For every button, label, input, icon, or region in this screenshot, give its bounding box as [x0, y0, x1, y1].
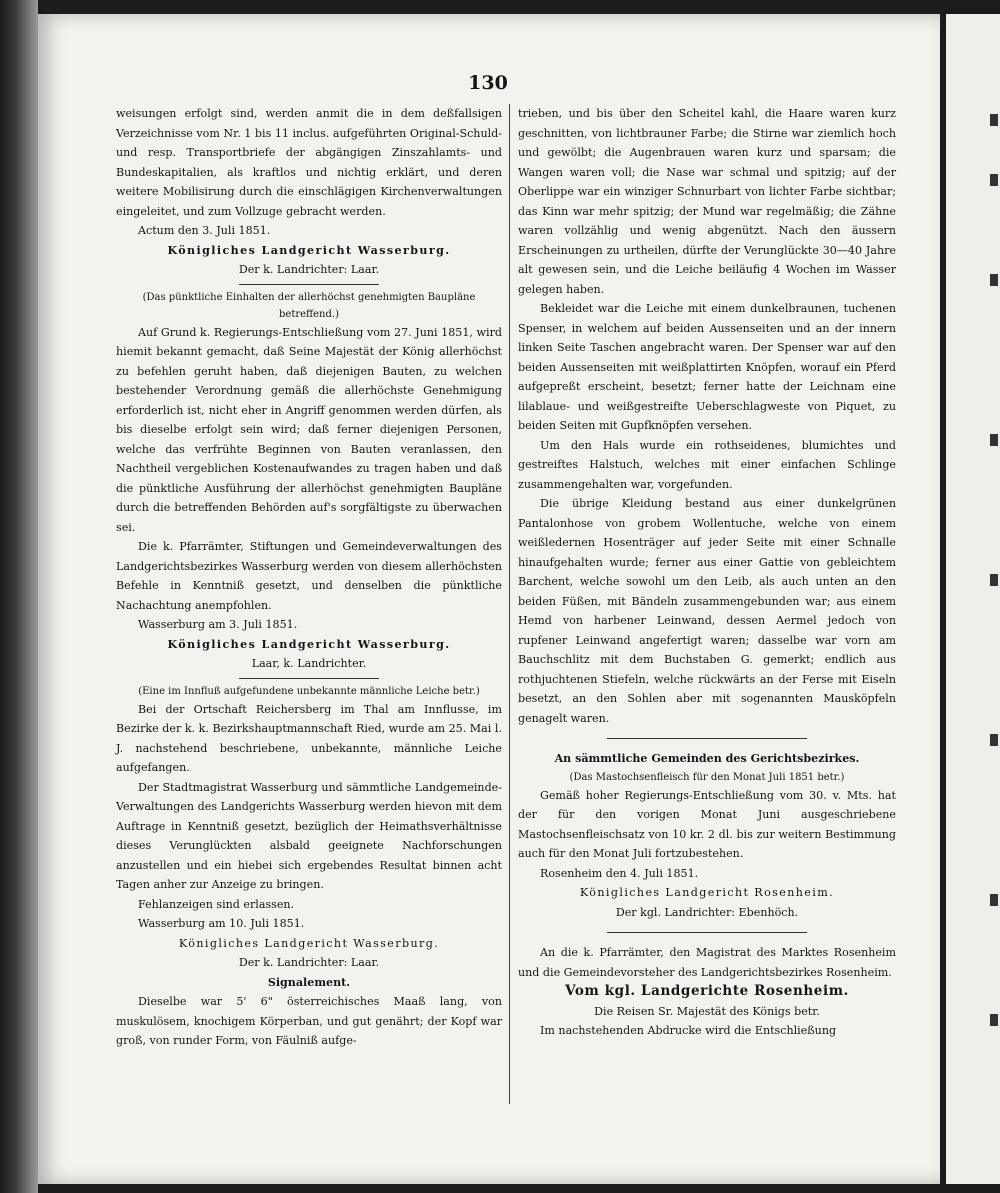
left-section2-paragraph-1: Auf Grund k. Regierungs-Entschließung vom 27. Juni 1851, wird hiemit bekannt gemacht, daß Seine Majestät der König allerhöchst zu befehlen geruht haben, daß diejenigen Bauten, zu welchen bestehender Verordnung gemäß die allerhöchste Genehmigung erforderlich ist, nicht eher in Angriff genommen werden dürfen, als bis dieselbe erfolgt sein wird; daß ferner diejenigen Personen, welche das verfrühte Beginnen von Bauten veranlassen, den Nachtheil vergeblichen Kostenaufwandes zu tragen haben und daß die pünktliche Ausführung der allerhöchst genehmigten Baupläne durch die betreffenden Behörden auf's sorgfältigste zu überwachen sei. [116, 325, 502, 534]
adjacent-page-text-fragment [990, 434, 998, 446]
signalement-paragraph: Dieselbe war 5' 6" österreichisches Maaß lang, von muskulösem, knochigem Körperban, und gut genährt; der Kopf war groß, von runder Form, von Fäulniß aufge- [116, 995, 502, 1047]
adjacent-page-text-fragment [990, 114, 998, 126]
column-divider [509, 104, 510, 1104]
left-section2-judge: Laar, k. Landrichter. [251, 657, 367, 670]
adjacent-page-text-fragment [990, 274, 998, 286]
right-section2-date: Rosenheim den 4. Juli 1851. [540, 866, 699, 880]
right-paragraph-3: Um den Hals wurde ein rothseidenes, blumichtes und gestreiftes Halstuch, welches mit einer einfachen Schlinge zusammengehalten war, vorgefunden. [518, 438, 896, 491]
left-paragraph-1: weisungen erfolgt sind, werden anmit die in dem deßfallsigen Verzeichnisse vom Nr. 1 bis 11 inclus. aufgeführten Original-Schuld- und resp. Transportbriefe der abgängigen Zinszahlamts- und Bundeskapitalien, als kraftlos und nichtig erklärt, und deren weitere Mobilisirung durch die einschlägigen Kirchenverwaltungen eingeleitet, und zum Vollzuge gebracht werden. [116, 107, 502, 218]
left-section3-judge: Der k. Landrichter: Laar. [238, 956, 380, 969]
adjacent-page-text-fragment [990, 1014, 998, 1026]
adjacent-page-edge [946, 14, 1000, 1184]
left-date-1: Actum den 3. Juli 1851. [138, 224, 271, 237]
adjacent-page-text-fragment [990, 174, 998, 186]
left-section2-court: Königliches Landgericht Wasserburg. [167, 637, 451, 651]
right-section2-heading: An sämmtliche Gemeinden des Gerichtsbezirkes. [554, 752, 860, 765]
adjacent-page-text-fragment [990, 894, 998, 906]
section-divider [607, 738, 807, 739]
left-section3-heading: (Eine im Innfluß aufgefundene unbekannte männliche Leiche betr.) [138, 685, 480, 697]
right-section2-paragraph: Gemäß hoher Regierungs-Entschließung vom 30. v. Mts. hat der für den vorigen Monat Juni ausgeschriebene Mastochsenfleischsatz von 10 kr. 2 dl. bis zur weitern Bestimmung auch für den Monat Juli fortzubestehen. [518, 788, 896, 860]
left-judge-1: Der k. Landrichter: Laar. [238, 263, 380, 276]
right-paragraph-1: trieben, und bis über den Scheitel kahl, die Haare waren kurz geschnitten, von lichtbrauner Farbe; die Stirne war ziemlich hoch und gewölbt; die Augenbrauen waren kurz und sparsam; die Wangen waren voll; die Nase war schmal und spitzig; auf der Oberlippe war ein winziger Schnurbart von lichter Farbe sichtbar; das Kinn war mehr spitzig; der Mund war regelmäßig; die Zähne waren vollzählig und wenig abgenützt. Nach den äussern Erscheinungen zu urtheilen, dürfte der Verunglückte 30—40 Jahre alt gewesen sein, und die Leiche beiläufig 4 Wochen im Wasser gelegen haben. [518, 107, 896, 296]
right-section2-court: Königliches Landgericht Rosenheim. [579, 886, 835, 899]
signalement-heading: Signalement. [267, 975, 351, 989]
right-section3-paragraph: Im nachstehenden Abdrucke wird die Entschließung [540, 1024, 837, 1037]
right-section3-title: Vom kgl. Landgerichte Rosenheim. [565, 983, 849, 999]
left-section2-paragraph-2: Die k. Pfarrämter, Stiftungen und Gemeindeverwaltungen des Landgerichtsbezirkes Wasserburg werden von diesem allerhöchsten Befehle in Kenntniß gesetzt, und denselben die pünktliche Nachachtung anempfohlen. [116, 540, 502, 612]
section-divider [239, 678, 379, 679]
right-section2-subheading: (Das Mastochsenfleisch für den Monat Juli 1851 betr.) [569, 771, 845, 783]
adjacent-page-text-fragment [990, 574, 998, 586]
left-section2-date: Wasserburg am 3. Juli 1851. [138, 618, 298, 631]
page-number: 130 [468, 72, 508, 94]
section-divider [239, 284, 379, 285]
right-section3-heading: An die k. Pfarrämter, den Magistrat des Marktes Rosenheim und die Gemeindevorsteher des Landgerichtsbezirkes Rosenheim. [518, 946, 896, 979]
right-column [518, 104, 896, 1041]
right-section3-subject: Die Reisen Sr. Majestät des Königs betr. [594, 1004, 820, 1018]
right-section2-judge: Der kgl. Landrichter: Ebenhöch. [615, 905, 799, 919]
left-section3-paragraph-3: Fehlanzeigen sind erlassen. [138, 897, 295, 911]
left-section3-paragraph-2: Der Stadtmagistrat Wasserburg und sämmtliche Landgemeinde-Verwaltungen des Landgerichts Wasserburg werden hievon mit dem Auftrage in Kenntniß gesetzt, bezüglich der Heimathsverhältnisse dieses Verunglückten alsbald geeignete Nachforschungen anzustellen und ein hiebei sich ergebendes Resultat binnen acht Tagen anher zur Anzeige zu bringen. [116, 780, 502, 891]
right-paragraph-4: Die übrige Kleidung bestand aus einer dunkelgrünen Pantalonhose von grobem Wollentuche, welche von einem weißledernen Hosenträger auf jeder Seite mit einer Schnalle hinaufgehalten wurde; ferner aus einer Gattie von gebleichtem Barchent, welche sowohl um den Leib, als auch unten an den beiden Füßen, mit Bändeln zusammengebunden war; aus einem Hemd von harbener Leinwand, dessen Aermel jedoch von rupfener Leinwand angefertigt waren; dasselbe war vorn am Bauchschlitz mit dem Buchstaben G. gemerkt; endlich aus rothjuchtenen Stiefeln, welche rückwärts an der Ferse mit Eiseln besetzt, an den Sohlen aber mit sogenannten Mausköpfeln genagelt waren. [518, 497, 896, 725]
left-column [116, 104, 502, 1051]
left-section2-heading: (Das pünktliche Einhalten der allerhöchst genehmigten Baupläne betreffend.) [142, 291, 476, 320]
right-paragraph-2: Bekleidet war die Leiche mit einem dunkelbraunen, tuchenen Spenser, in welchem auf beiden Aussenseiten und an der innern linken Seite Taschen angebracht waren. Der Spenser war auf den beiden Aussenseiten mit weißplattirten Knöpfen, worauf ein Pferd aufgepreßt erscheint, besetzt; ferner hatte der Leichnam eine lilablaue- und weißgestreifte Ueberschlagweste von Piquet, zu beiden Seiten mit Gupfknöpfen versehen. [518, 302, 896, 432]
left-section3-court: Königliches Landgericht Wasserburg. [178, 936, 440, 950]
left-section3-date: Wasserburg am 10. Juli 1851. [138, 917, 305, 930]
book-binding-edge [0, 0, 38, 1193]
adjacent-page-text-fragment [990, 734, 998, 746]
left-section3-paragraph-1: Bei der Ortschaft Reichersberg im Thal am Innflusse, im Bezirke der k. k. Bezirkshauptmannschaft Ried, wurde am 25. Mai l. J. nachstehend beschriebene, unbekannte, männliche Leiche aufgefangen. [116, 702, 502, 774]
left-court-1: Königliches Landgericht Wasserburg. [167, 243, 451, 257]
section-divider [607, 932, 807, 933]
